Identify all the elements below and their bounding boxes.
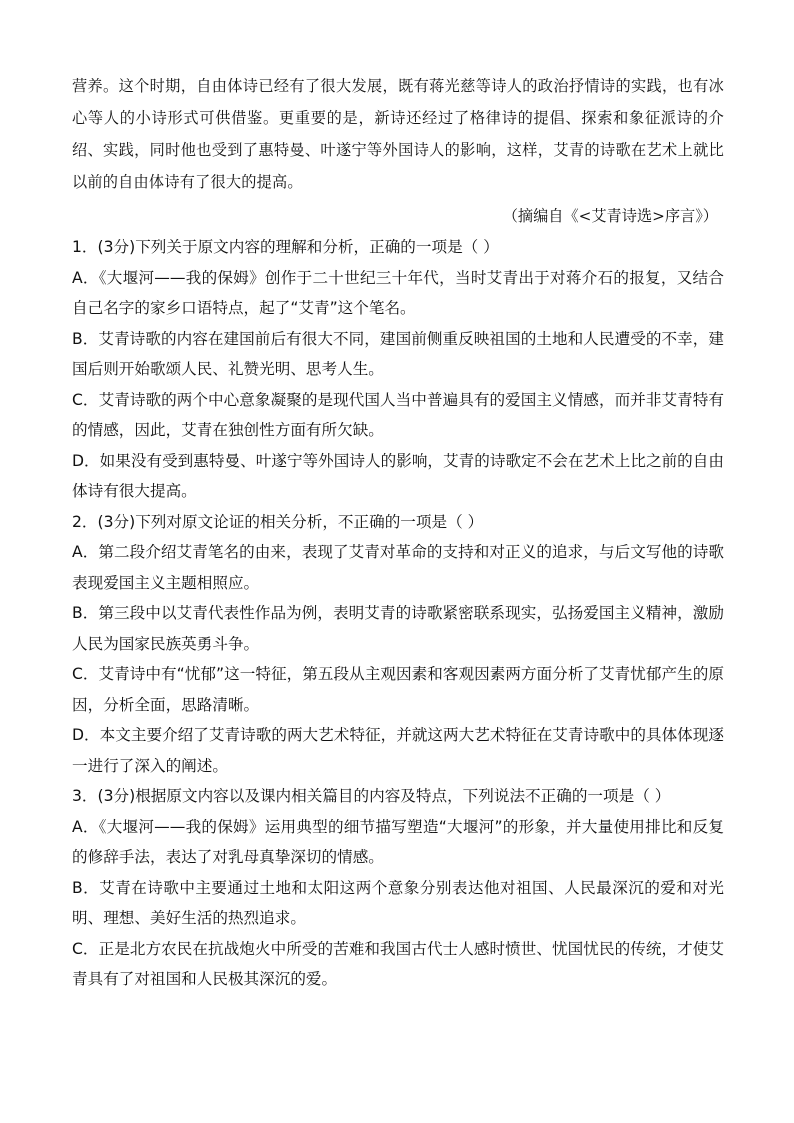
option-c: C．艾青诗歌的两个中心意象凝聚的是现代国人当中普遍具有的爱国主义情感，而并非艾青特有的情感，因此，艾青在独创性方面有所欠缺。 [72,390,724,439]
option-a: A．《大堰河——我的保姆》运用典型的细节描写塑造“大堰河”的形象，并大量使用排比和反复的修辞手法，表达了对乳母真挚深切的情感。 [72,817,724,866]
option-b: B．第三段中以艾青代表性作品为例，表明艾青的诗歌紧密联系现实，弘扬爱国主义精神，激励人民为国家民族英勇斗争。 [72,604,724,653]
question-1 [72,232,724,507]
option-c: C．艾青诗中有“忧郁”这一特征，第五段从主观因素和客观因素两方面分析了艾青忧郁产生的原因，分析全面，思路清晰。 [72,665,724,714]
option-d: D．本文主要介绍了艾青诗歌的两大艺术特征，并就这两大艺术特征在艾青诗歌中的具体体现逐一进行了深入的阐述。 [72,726,724,775]
question-title: 2．(3分)下列对原文论证的相关分析，不正确的一项是（ ） [72,512,484,531]
passage-source: （摘编自《<艾青诗选>序言》） [502,207,718,225]
option-d: D．如果没有受到惠特曼、叶遂宁等外国诗人的影响，艾青的诗歌定不会在艺术上比之前的自由体诗有很大提高。 [72,451,724,500]
option-a: A．第二段介绍艾青笔名的由来，表现了艾青对革命的支持和对正义的追求，与后文写他的诗歌表现爱国主义主题相照应。 [72,543,724,592]
option-c: C．正是北方农民在抗战炮火中所受的苦难和我国古代士人感时愤世、忧国忧民的传统，才使艾青具有了对祖国和人民极其深沉的爱。 [72,939,724,988]
question-2 [72,507,724,782]
option-b: B．艾青诗歌的内容在建国前后有很大不同，建国前侧重反映祖国的土地和人民遭受的不幸，建国后则开始歌颂人民、礼赞光明、思考人生。 [72,329,724,378]
document-page [72,70,724,995]
option-a: A．《大堰河——我的保姆》创作于二十世纪三十年代，当时艾青出于对蒋介石的报复，又结合自己名字的家乡口语特点，起了“艾青”这个笔名。 [72,268,724,317]
question-title: 1．(3分)下列关于原文内容的理解和分析，正确的一项是（ ） [72,238,499,256]
option-b: B．艾青在诗歌中主要通过土地和太阳这两个意象分别表达他对祖国、人民最深沉的爱和对光明、理想、美好生活的热烈追求。 [72,878,724,927]
question-3 [72,781,724,995]
question-title: 3．(3分)根据原文内容以及课内相关篇目的内容及特点，下列说法不正确的一项是（ ） [72,787,671,805]
passage-paragraph: 营养。这个时期，自由体诗已经有了很大发展，既有蒋光慈等诗人的政治抒情诗的实践，也有冰心等人的小诗形式可供借鉴。更重要的是，新诗还经过了格律诗的提倡、探索和象征派诗的介绍、实践，同时他也受到了惠特曼、叶遂宁等外国诗人的影响，这样，艾青的诗歌在艺术上就比以前的自由体诗有了很大的提高。 [72,77,724,191]
